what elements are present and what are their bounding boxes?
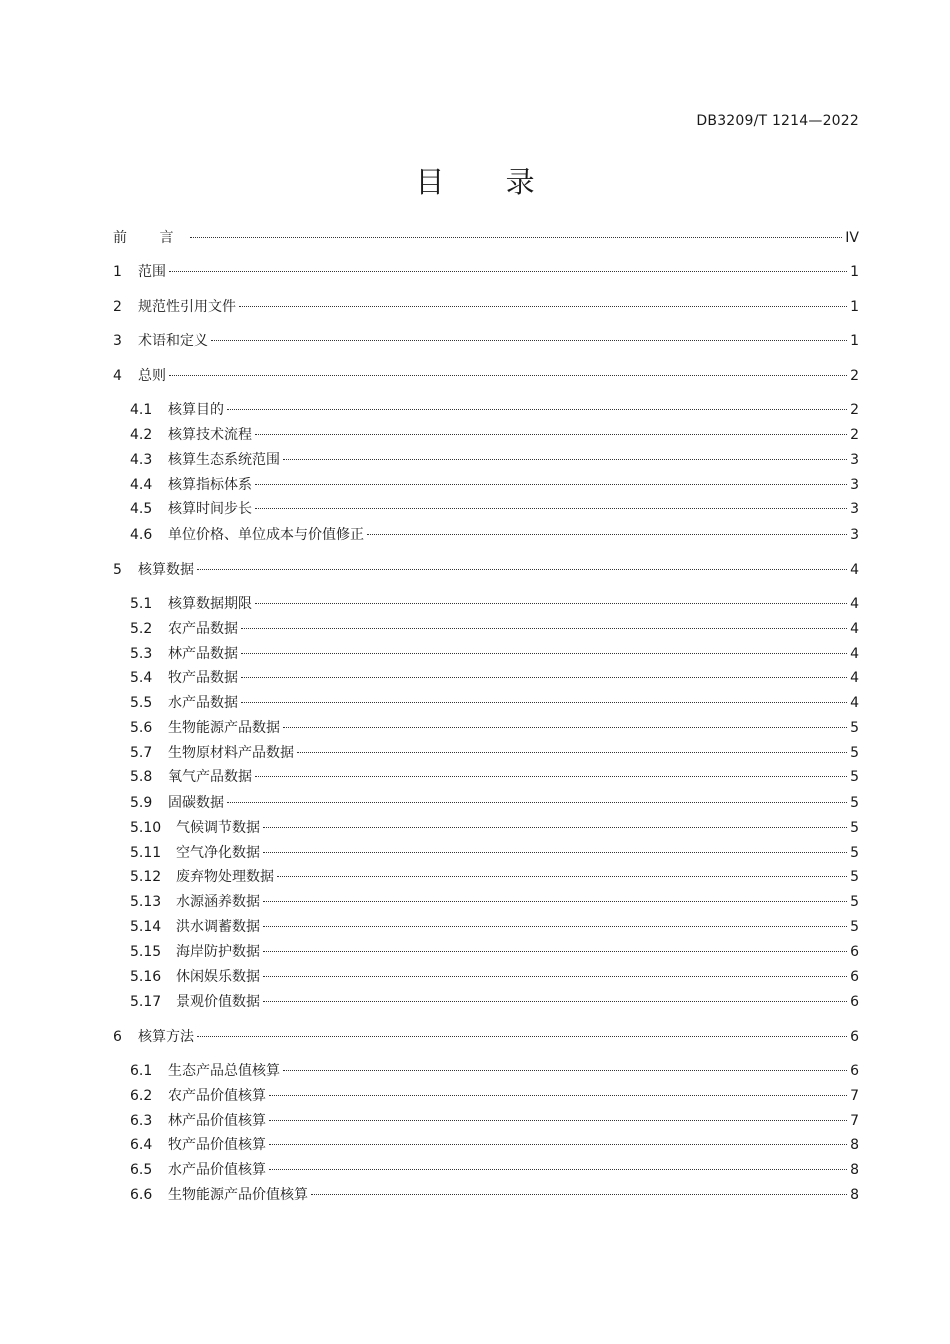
toc-entry-label: 核算数据期限	[168, 596, 252, 612]
dot-leader	[283, 727, 847, 728]
toc-entry-label: 生物原材料产品数据	[168, 745, 294, 761]
toc-entry-number: 4.1	[130, 402, 153, 418]
toc-entry-number: 6.4	[130, 1137, 153, 1153]
toc-entry-page: 7	[850, 1088, 859, 1104]
dot-leader	[297, 752, 847, 753]
dot-leader	[263, 926, 847, 927]
toc-entry-page: 8	[850, 1162, 859, 1178]
dot-leader	[263, 1001, 847, 1002]
toc-entry[interactable]	[130, 1161, 859, 1179]
dot-leader	[263, 951, 847, 952]
dot-leader	[241, 628, 847, 629]
toc-entry-number: 6	[113, 1029, 122, 1045]
toc-entry-page: 5	[850, 745, 859, 761]
dot-leader	[263, 901, 847, 902]
toc-entry-number: 5.12	[130, 869, 162, 885]
toc-entry-number: 5.5	[130, 695, 153, 711]
dot-leader	[255, 434, 847, 435]
toc-entry[interactable]	[130, 968, 859, 986]
toc-entry-number: 5.7	[130, 745, 153, 761]
dot-leader	[263, 827, 847, 828]
toc-entry[interactable]	[130, 1136, 859, 1154]
toc-entry[interactable]	[130, 744, 859, 762]
toc-entry-page: 6	[850, 994, 859, 1010]
toc-entry[interactable]	[130, 1186, 859, 1204]
toc-entry-page: 6	[850, 944, 859, 960]
toc-entry-page: 4	[850, 562, 859, 578]
toc-entry[interactable]	[113, 298, 859, 316]
dot-leader	[269, 1120, 847, 1121]
dot-leader	[283, 459, 847, 460]
toc-entry[interactable]	[130, 819, 859, 837]
dot-leader	[269, 1169, 847, 1170]
dot-leader	[263, 976, 847, 977]
dot-leader	[241, 702, 847, 703]
toc-entry-page: 4	[850, 695, 859, 711]
toc-entry-page: 1	[850, 299, 859, 315]
toc-entry-page: 2	[850, 427, 859, 443]
dot-leader	[227, 409, 847, 410]
toc-entry-number: 5.8	[130, 769, 153, 785]
toc-entry[interactable]	[130, 476, 859, 494]
toc-entry[interactable]	[130, 844, 859, 862]
dot-leader	[255, 508, 847, 509]
toc-entry[interactable]	[130, 526, 859, 544]
page-title: 目 录	[415, 165, 561, 199]
document-code: DB3209/T 1214—2022	[696, 113, 859, 129]
toc-entry[interactable]	[113, 1028, 859, 1046]
dot-leader	[269, 1144, 847, 1145]
toc-entry-number: 5.14	[130, 919, 162, 935]
dot-leader	[169, 271, 847, 272]
toc-entry-label: 林产品价值核算	[168, 1113, 266, 1129]
toc-entry-page: 8	[850, 1187, 859, 1203]
toc-entry[interactable]	[130, 426, 859, 444]
toc-entry-label: 景观价值数据	[176, 994, 260, 1010]
toc-entry-page: 3	[850, 477, 859, 493]
toc-entry-label: 核算生态系统范围	[168, 452, 280, 468]
toc-entry-page: 6	[850, 969, 859, 985]
toc-entry-page: 1	[850, 264, 859, 280]
dot-leader	[169, 375, 847, 376]
toc-entry[interactable]	[113, 229, 859, 247]
toc-entry[interactable]	[130, 451, 859, 469]
toc-entry-number: 2	[113, 299, 122, 315]
toc-entry-label: 牧产品数据	[168, 670, 238, 686]
toc-entry-label: 核算时间步长	[168, 501, 252, 517]
toc-entry-label: 前 言	[113, 230, 188, 246]
toc-entry[interactable]	[130, 1112, 859, 1130]
toc-entry-label: 休闲娱乐数据	[176, 969, 260, 985]
toc-entry[interactable]	[130, 401, 859, 419]
toc-entry-label: 氧气产品数据	[168, 769, 252, 785]
toc-entry-page: IV	[845, 230, 859, 246]
toc-entry-number: 6.3	[130, 1113, 153, 1129]
toc-entry[interactable]	[130, 993, 859, 1011]
toc-entry-page: 4	[850, 670, 859, 686]
toc-entry-page: 4	[850, 646, 859, 662]
toc-entry-label: 废弃物处理数据	[176, 869, 274, 885]
dot-leader	[311, 1194, 847, 1195]
toc-entry-page: 5	[850, 894, 859, 910]
toc-entry-number: 4	[113, 368, 122, 384]
toc-entry[interactable]	[130, 943, 859, 961]
toc-entry-number: 6.1	[130, 1063, 153, 1079]
toc-entry[interactable]	[130, 500, 859, 518]
dot-leader	[263, 852, 847, 853]
toc-entry[interactable]	[130, 893, 859, 911]
toc-entry-page: 1	[850, 333, 859, 349]
toc-entry-label: 生物能源产品价值核算	[168, 1187, 308, 1203]
dot-leader	[197, 569, 847, 570]
toc-entry-label: 规范性引用文件	[138, 299, 236, 315]
toc-entry[interactable]	[130, 694, 859, 712]
dot-leader	[227, 802, 847, 803]
toc-entry-number: 6.2	[130, 1088, 153, 1104]
toc-entry-page: 8	[850, 1137, 859, 1153]
toc-entry-page: 7	[850, 1113, 859, 1129]
dot-leader	[197, 1036, 847, 1037]
toc-entry-page: 5	[850, 720, 859, 736]
toc-entry-number: 5.4	[130, 670, 153, 686]
toc-entry[interactable]	[130, 1062, 859, 1080]
toc-entry-number: 5.10	[130, 820, 162, 836]
toc-entry[interactable]	[130, 768, 859, 786]
toc-entry-label: 核算技术流程	[168, 427, 252, 443]
toc-entry-page: 3	[850, 527, 859, 543]
dot-leader	[190, 237, 842, 238]
dot-leader	[241, 653, 847, 654]
toc-entry-page: 5	[850, 845, 859, 861]
toc-entry[interactable]	[113, 367, 859, 385]
toc-entry[interactable]	[130, 868, 859, 886]
toc-entry[interactable]	[130, 1087, 859, 1105]
toc-entry[interactable]	[130, 595, 859, 613]
toc-entry-page: 2	[850, 368, 859, 384]
toc-entry-page: 5	[850, 869, 859, 885]
dot-leader	[269, 1095, 847, 1096]
toc-entry[interactable]	[130, 918, 859, 936]
toc-entry-number: 5	[113, 562, 122, 578]
toc-entry[interactable]	[130, 669, 859, 687]
toc-entry[interactable]	[130, 794, 859, 812]
toc-entry-number: 5.1	[130, 596, 153, 612]
toc-entry-label: 核算目的	[168, 402, 224, 418]
toc-entry-label: 术语和定义	[138, 333, 208, 349]
dot-leader	[255, 776, 847, 777]
toc-entry[interactable]	[130, 645, 859, 663]
toc-entry[interactable]	[130, 719, 859, 737]
toc-entry-label: 固碳数据	[168, 795, 224, 811]
toc-entry-label: 范围	[138, 264, 166, 280]
toc-entry-label: 水产品价值核算	[168, 1162, 266, 1178]
toc-entry-label: 牧产品价值核算	[168, 1137, 266, 1153]
toc-entry-number: 5.13	[130, 894, 162, 910]
toc-entry-number: 6.5	[130, 1162, 153, 1178]
toc-entry-label: 林产品数据	[168, 646, 238, 662]
toc-entry-number: 5.9	[130, 795, 153, 811]
toc-entry-number: 5.17	[130, 994, 162, 1010]
toc-entry-page: 4	[850, 621, 859, 637]
dot-leader	[211, 340, 847, 341]
toc-entry[interactable]	[113, 263, 859, 281]
toc-entry-number: 4.6	[130, 527, 153, 543]
toc-entry[interactable]	[113, 561, 859, 579]
toc-entry-label: 气候调节数据	[176, 820, 260, 836]
toc-entry-page: 3	[850, 452, 859, 468]
toc-entry-number: 1	[113, 264, 122, 280]
toc-entry-page: 4	[850, 596, 859, 612]
dot-leader	[241, 677, 847, 678]
toc-entry-number: 4.5	[130, 501, 153, 517]
toc-entry-label: 核算指标体系	[168, 477, 252, 493]
toc-entry-label: 生物能源产品数据	[168, 720, 280, 736]
toc-entry-page: 2	[850, 402, 859, 418]
toc-entry-number: 5.16	[130, 969, 162, 985]
toc-entry-label: 水源涵养数据	[176, 894, 260, 910]
toc-entry-label: 农产品数据	[168, 621, 238, 637]
toc-entry-number: 4.2	[130, 427, 153, 443]
toc-entry-label: 核算方法	[138, 1029, 194, 1045]
toc-entry-page: 6	[850, 1029, 859, 1045]
toc-entry-number: 6.6	[130, 1187, 153, 1203]
dot-leader	[255, 603, 847, 604]
toc-entry-page: 5	[850, 919, 859, 935]
toc-entry-page: 6	[850, 1063, 859, 1079]
toc-entry-number: 5.15	[130, 944, 162, 960]
toc-entry-label: 农产品价值核算	[168, 1088, 266, 1104]
dot-leader	[367, 534, 847, 535]
toc-entry-number: 4.4	[130, 477, 153, 493]
toc-entry-page: 5	[850, 820, 859, 836]
toc-entry-number: 5.3	[130, 646, 153, 662]
toc-entry-label: 总则	[138, 368, 166, 384]
toc-entry-page: 5	[850, 795, 859, 811]
toc-entry[interactable]	[130, 620, 859, 638]
toc-entry-label: 海岸防护数据	[176, 944, 260, 960]
toc-entry-label: 洪水调蓄数据	[176, 919, 260, 935]
toc-entry-label: 核算数据	[138, 562, 194, 578]
toc-entry-number: 3	[113, 333, 122, 349]
dot-leader	[255, 484, 847, 485]
toc-entry-label: 单位价格、单位成本与价值修正	[168, 527, 364, 543]
toc-entry-number: 5.6	[130, 720, 153, 736]
dot-leader	[239, 306, 847, 307]
toc-entry-number: 5.2	[130, 621, 153, 637]
dot-leader	[277, 876, 847, 877]
toc-entry-number: 5.11	[130, 845, 162, 861]
toc-entry-page: 3	[850, 501, 859, 517]
toc-entry-label: 水产品数据	[168, 695, 238, 711]
toc-entry[interactable]	[113, 332, 859, 350]
toc-entry-page: 5	[850, 769, 859, 785]
toc-entry-label: 空气净化数据	[176, 845, 260, 861]
dot-leader	[283, 1070, 847, 1071]
toc-entry-number: 4.3	[130, 452, 153, 468]
toc-entry-label: 生态产品总值核算	[168, 1063, 280, 1079]
